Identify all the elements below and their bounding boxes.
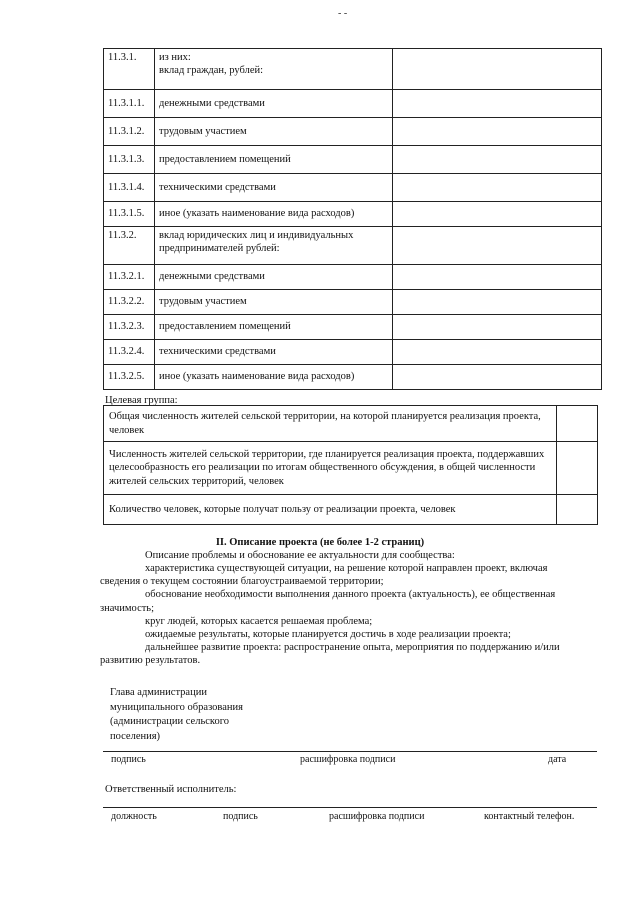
row-number: 11.3.2.4. xyxy=(104,340,155,365)
value-cell[interactable] xyxy=(393,118,602,146)
row-number: 11.3.1.4. xyxy=(104,174,155,202)
row-text: предоставлением помещений xyxy=(155,315,393,340)
row-text: трудовым участием xyxy=(155,290,393,315)
description-line: сведения о текущем состоянии благоустраиваемой территории; xyxy=(100,576,384,588)
description-line: обоснование необходимости выполнения данного проекта (актуальность), ее общественная xyxy=(145,589,556,601)
row-text: техническими средствами xyxy=(155,174,393,202)
target-group-label: Целевая группа: xyxy=(105,395,178,406)
target-group-table xyxy=(103,405,598,525)
row-number: 11.3.2.3. xyxy=(104,315,155,340)
value-cell[interactable] xyxy=(393,340,602,365)
row-number: 11.3.1.2. xyxy=(104,118,155,146)
row-text: вклад юридических лиц и индивидуальных предпринимателей рублей: xyxy=(155,227,393,265)
row-text: денежными средствами xyxy=(155,90,393,118)
signature-line xyxy=(103,751,597,752)
row-text: Общая численность жителей сельской территории, на которой планируется реализация проекта, человек xyxy=(104,406,557,442)
table-row xyxy=(104,202,602,227)
head-of-administration-title: Глава администрации муниципального образования (администрации сельского поселения) xyxy=(110,687,243,743)
value-cell[interactable] xyxy=(393,90,602,118)
row-text: денежными средствами xyxy=(155,265,393,290)
description-line: характеристика существующей ситуации, на решение которой направлен проект, включая xyxy=(145,563,548,575)
value-cell[interactable] xyxy=(557,442,598,495)
table-row xyxy=(104,495,598,525)
row-text: иное (указать наименование вида расходов) xyxy=(155,365,393,390)
value-cell[interactable] xyxy=(393,146,602,174)
table-row xyxy=(104,227,602,265)
row-number: 11.3.1.3. xyxy=(104,146,155,174)
value-cell[interactable] xyxy=(393,265,602,290)
row-text: Численность жителей сельской территории, где планируется реализация проекта, поддержавших целесообразность его реализации по итогам общественного обсуждения, в общей численности жителей сельских территорий, человек xyxy=(104,442,557,495)
table-row xyxy=(104,290,602,315)
value-cell[interactable] xyxy=(393,174,602,202)
page-number-mark: - - xyxy=(338,8,348,19)
contact-phone-caption: контактный телефон. xyxy=(484,811,575,822)
value-cell[interactable] xyxy=(393,290,602,315)
row-number: 11.3.2.2. xyxy=(104,290,155,315)
description-line: круг людей, которых касается решаемая проблема; xyxy=(145,615,373,627)
table-row xyxy=(104,90,602,118)
value-cell[interactable] xyxy=(393,365,602,390)
row-number: 11.3.1. xyxy=(104,49,155,90)
row-text: техническими средствами xyxy=(155,340,393,365)
executor-signature-line xyxy=(103,807,597,808)
row-text: трудовым участием xyxy=(155,118,393,146)
table-row xyxy=(104,365,602,390)
table-row xyxy=(104,340,602,365)
decryption-caption: расшифровка подписи xyxy=(300,754,396,765)
row-text: иное (указать наименование вида расходов) xyxy=(155,202,393,227)
description-line: значимость; xyxy=(100,602,155,614)
contribution-table xyxy=(103,48,602,390)
row-number: 11.3.1.1. xyxy=(104,90,155,118)
table-row xyxy=(104,265,602,290)
decryption-caption: расшифровка подписи xyxy=(329,811,425,822)
value-cell[interactable] xyxy=(557,495,598,525)
value-cell[interactable] xyxy=(557,406,598,442)
row-number: 11.3.1.5. xyxy=(104,202,155,227)
value-cell[interactable] xyxy=(393,227,602,265)
row-number: 11.3.2.5. xyxy=(104,365,155,390)
description-line: Описание проблемы и обоснование ее актуальности для сообщества: xyxy=(145,550,455,561)
row-number: 11.3.2.1. xyxy=(104,265,155,290)
section-paragraph xyxy=(100,549,630,667)
signature-caption: подпись xyxy=(223,811,258,822)
description-line: дальнейшее развитие проекта: распространение опыта, мероприятия по поддержанию и/или xyxy=(145,641,560,653)
signature-caption: подпись xyxy=(111,754,146,765)
table-row xyxy=(104,442,598,495)
table-row xyxy=(104,406,598,442)
table-row xyxy=(104,49,602,90)
section-title: II. Описание проекта (не более 1-2 страниц) xyxy=(215,537,425,548)
row-text: предоставлением помещений xyxy=(155,146,393,174)
table-row xyxy=(104,315,602,340)
table-row xyxy=(104,118,602,146)
description-line: ожидаемые результаты, которые планируется достичь в ходе реализации проекта; xyxy=(145,628,511,640)
value-cell[interactable] xyxy=(393,202,602,227)
row-text: из них: вклад граждан, рублей: xyxy=(155,49,393,90)
value-cell[interactable] xyxy=(393,315,602,340)
row-number: 11.3.2. xyxy=(104,227,155,265)
position-caption: должность xyxy=(111,811,157,822)
table-row xyxy=(104,146,602,174)
value-cell[interactable] xyxy=(393,49,602,90)
row-text: Количество человек, которые получат пользу от реализации проекта, человек xyxy=(104,495,557,525)
date-caption: дата xyxy=(548,754,567,765)
description-line: развитию результатов. xyxy=(100,655,201,666)
table-row xyxy=(104,174,602,202)
responsible-executor-label: Ответственный исполнитель: xyxy=(105,784,237,795)
